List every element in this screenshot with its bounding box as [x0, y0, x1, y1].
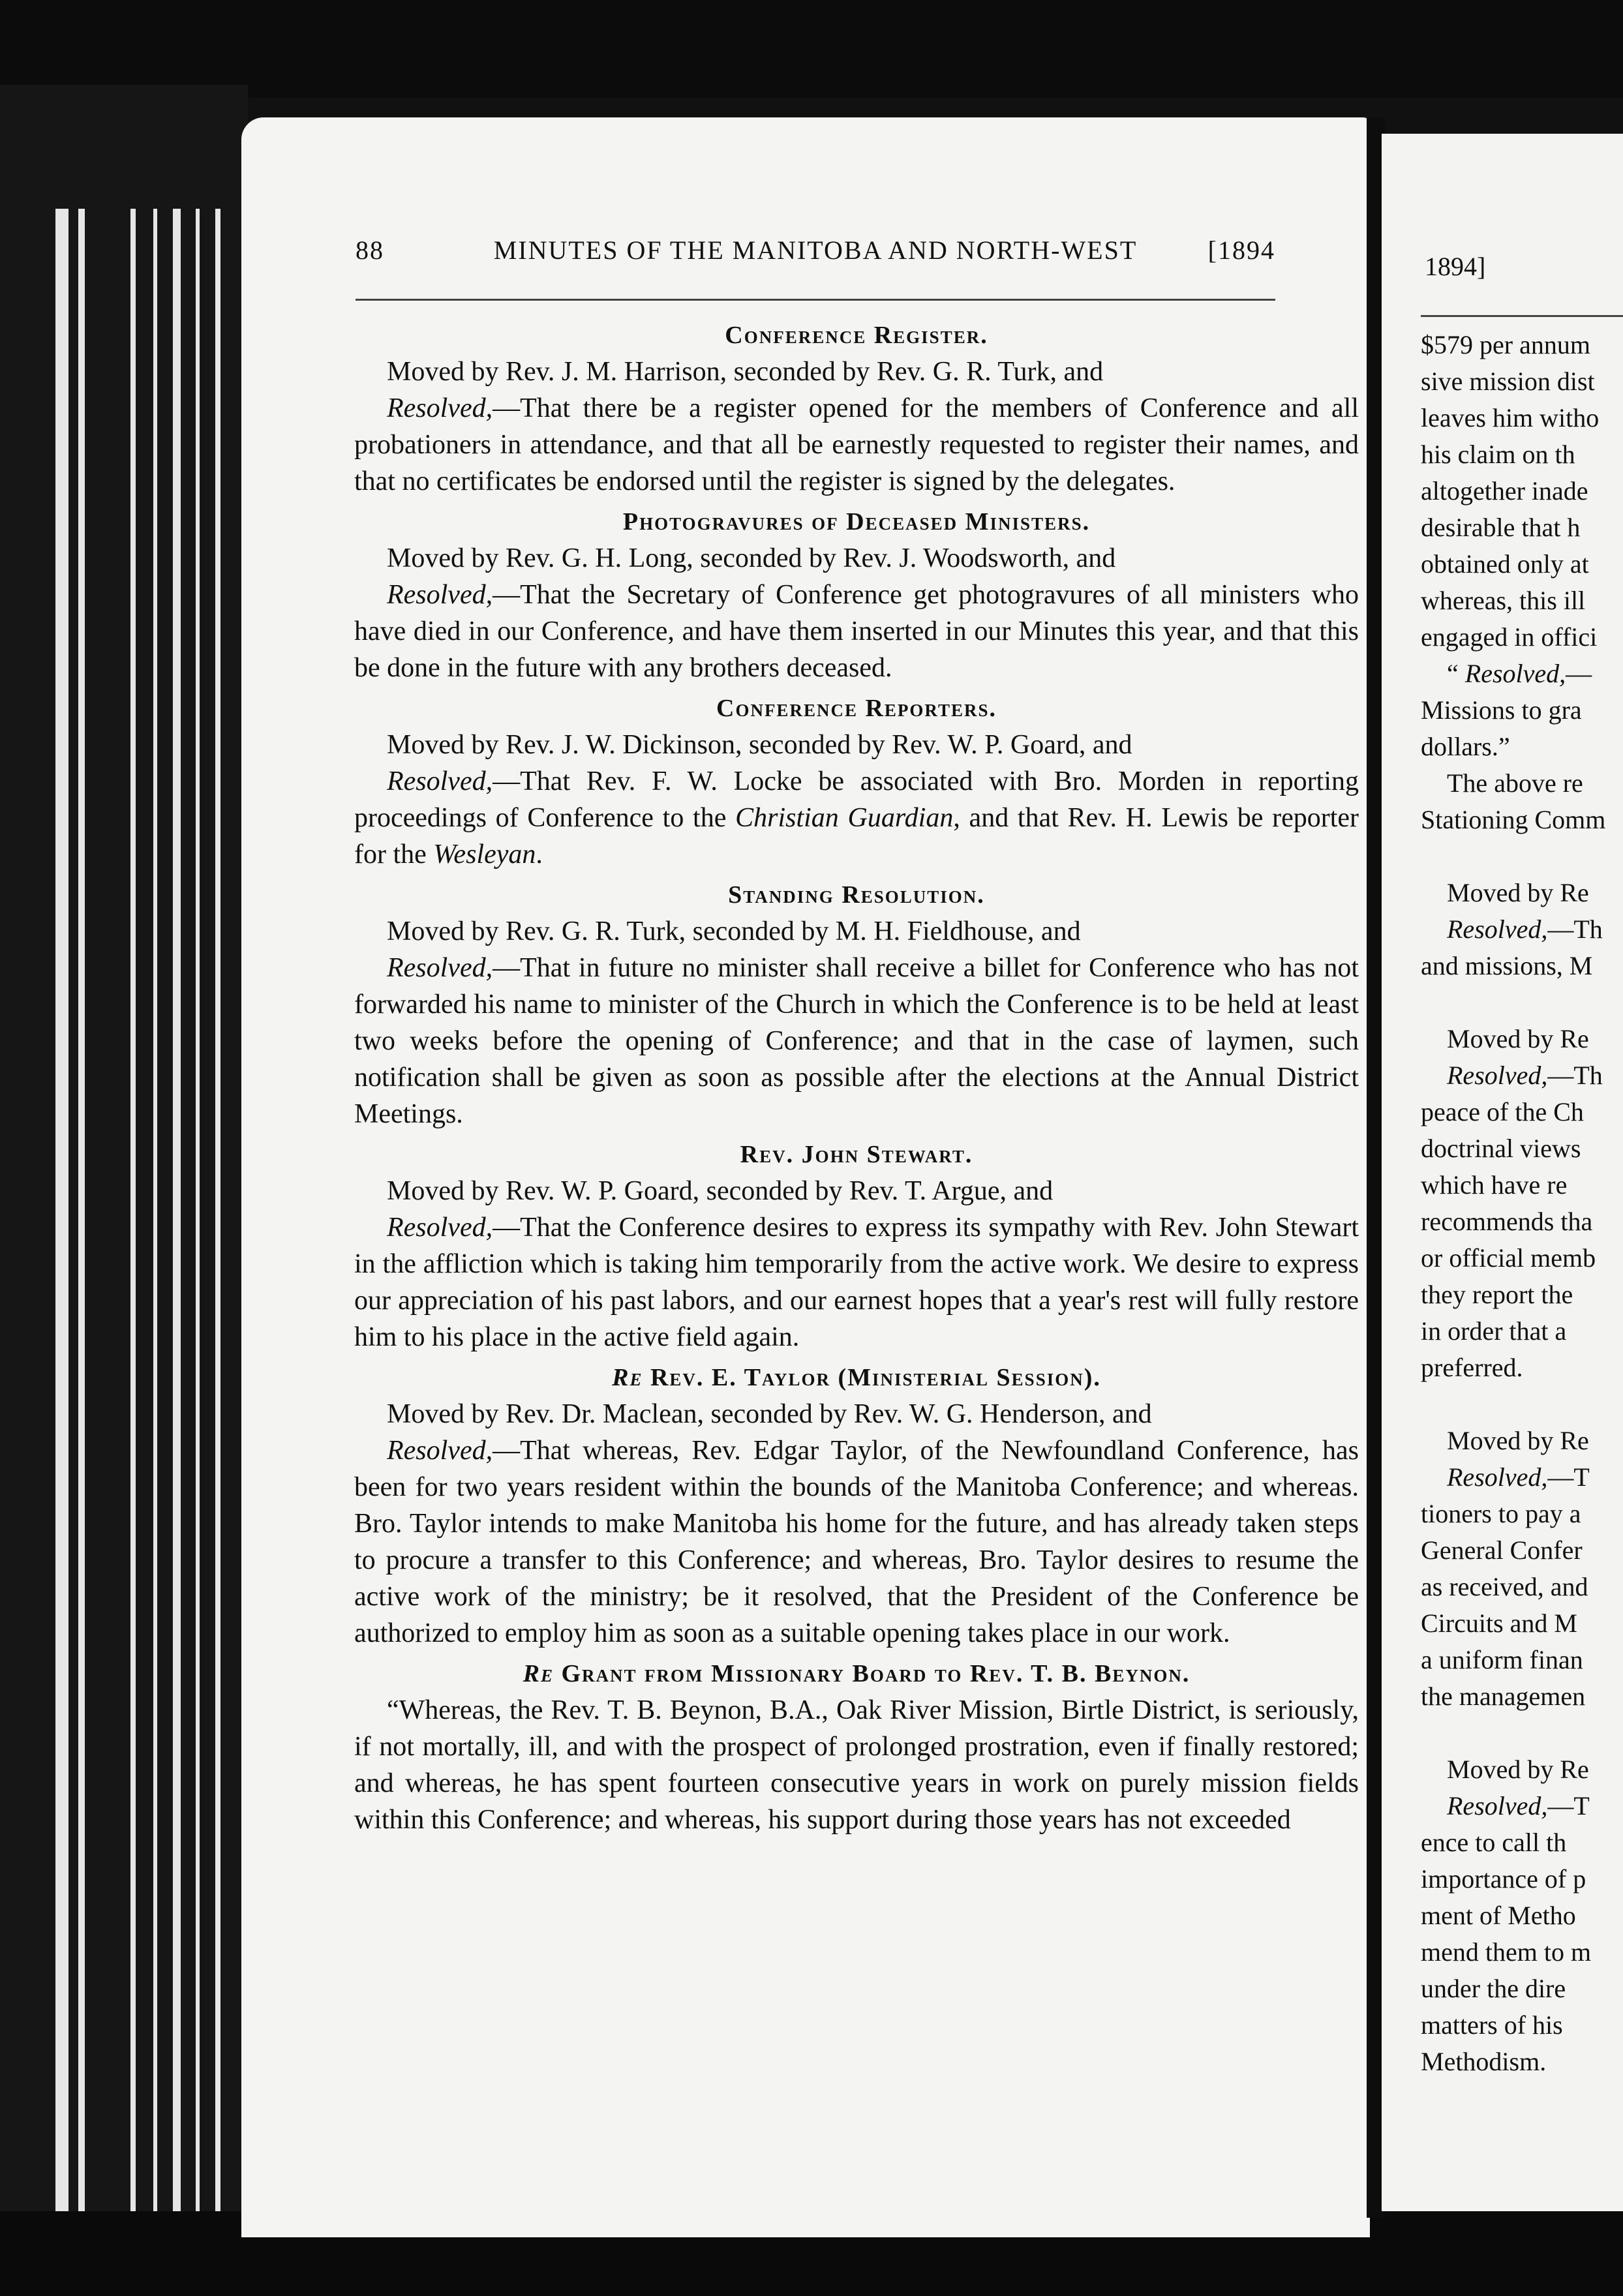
page-edge-stripe [153, 209, 157, 2276]
text-line: Moved by Re [1447, 1755, 1589, 1784]
section-heading: Conference Register. [725, 322, 988, 349]
text-line: leaves him witho [1421, 403, 1600, 432]
resolved-word: Resolved, [387, 393, 493, 423]
text-line: engaged in offici [1421, 622, 1598, 652]
section-photogravures [354, 504, 1359, 686]
text-line: dollars.” [1421, 732, 1510, 761]
section-heading: Rev. John Stewart. [740, 1141, 973, 1168]
text-line: doctrinal views [1421, 1134, 1581, 1163]
text-line: peace of the Ch [1421, 1097, 1584, 1126]
motion-line: Moved by Rev. J. W. Dickinson, seconded by Rev. W. P. Goard, and [387, 730, 1132, 760]
motion-line: Moved by Rev. G. R. Turk, seconded by M. H. Fieldhouse, and [387, 916, 1081, 946]
motion-line: Moved by Rev. Dr. Maclean, seconded by Rev. W. G. Henderson, and [387, 1399, 1152, 1429]
page-edge-stripe [55, 209, 68, 2276]
text-line: ment of Metho [1421, 1901, 1576, 1930]
paragraph-gap [1421, 984, 1623, 1021]
text-line: Methodism. [1421, 2047, 1547, 2076]
heading-text: Rev. E. Taylor (Ministerial Session). [650, 1364, 1101, 1391]
heading-prefix: Re [523, 1660, 554, 1687]
text-line: desirable that h [1421, 513, 1581, 542]
page-body [354, 313, 1359, 1838]
page-edge-stripe [215, 209, 220, 2276]
text-line: “ Resolved,— [1447, 659, 1592, 688]
motion-line: Moved by Rev. W. P. Goard, seconded by Rev. T. Argue, and [387, 1176, 1054, 1206]
resolution-text: —That the Conference desires to express its sympathy with Rev. John Stewart in the affliction which is taking him temporarily from the active work. We desire to express our appreciation of his past labors, and our earnest hopes that a year's rest will fully restore him to his place in the active field again. [354, 1213, 1359, 1352]
text-line: Resolved,—Th [1447, 1061, 1603, 1090]
text-line: or official memb [1421, 1243, 1596, 1273]
section-rev-e-taylor [354, 1359, 1359, 1652]
text-line: recommends tha [1421, 1207, 1593, 1236]
resolution-paragraph [354, 1209, 1359, 1355]
resolution-text: —That whereas, Rev. Edgar Taylor, of the Newfoundland Conference, has been for two years resident within the bounds of the Manitoba Conference; and whereas. Bro. Taylor intends to make Manitoba his home for the future, and has already taken steps to procure a transfer to this Conference; and whereas, Bro. Taylor desires to resume the active work of the ministry; be it resolved, that the President of the Conference be authorized to employ him as soon as a suitable opening takes place in our work. [354, 1436, 1359, 1648]
text-line: Moved by Re [1447, 1024, 1589, 1053]
resolution-paragraph [354, 950, 1359, 1132]
motion-line: Moved by Rev. G. H. Long, seconded by Rev. J. Woodsworth, and [387, 543, 1116, 573]
text-line: Moved by Re [1447, 1426, 1589, 1455]
page-edge-stripe [173, 209, 181, 2276]
text-line: altogether inade [1421, 476, 1588, 506]
text-line: Moved by Re [1447, 878, 1589, 907]
text-line: whereas, this ill [1421, 586, 1586, 615]
text-line: the managemen [1421, 1682, 1586, 1711]
text-line: Stationing Comm [1421, 805, 1606, 834]
text-line: obtained only at [1421, 549, 1589, 579]
scan-top-border [0, 0, 1623, 98]
paragraph-gap [1421, 1386, 1623, 1423]
text-line: Missions to gra [1421, 695, 1582, 725]
text-line: in order that a [1421, 1316, 1567, 1346]
section-beynon-grant [354, 1655, 1359, 1838]
text-line: preferred. [1421, 1353, 1523, 1382]
section-heading: Photogravures of Deceased Ministers. [622, 508, 1091, 536]
page-edge-stripe [196, 209, 200, 2276]
resolved-word: Resolved, [387, 953, 493, 983]
book-page-edges [0, 85, 248, 2250]
heading-text: Grant from Missionary Board to Rev. T. B. Beynon. [561, 1660, 1191, 1687]
page-number: 88 [356, 235, 384, 265]
section-standing-resolution [354, 877, 1359, 1132]
resolved-word: Resolved, [387, 580, 493, 610]
text-line: under the dire [1421, 1974, 1566, 2003]
text-line: ence to call th [1421, 1828, 1567, 1857]
resolution-paragraph [354, 390, 1359, 500]
text-line: tioners to pay a [1421, 1499, 1581, 1528]
resolution-text: , and that Rev. H. Lewis be reporter for the [354, 803, 1359, 869]
right-page-body [1421, 327, 1623, 2080]
heading-prefix: Re [612, 1364, 643, 1391]
page-edge-stripe [78, 209, 85, 2276]
text-line: matters of his [1421, 2010, 1563, 2040]
right-page [1382, 134, 1623, 2211]
section-heading: Conference Reporters. [716, 695, 997, 722]
newspaper-title: Christian Guardian [735, 803, 954, 833]
right-page-year: 1894] [1425, 252, 1486, 281]
text-line: as received, and [1421, 1572, 1588, 1601]
header-rule [356, 299, 1275, 301]
resolution-text: —That there be a register opened for the members of Conference and all probationers in attendance, and that all be earnestly requested to register their names, and that no certificates be endorsed until the register is signed by the delegates. [354, 393, 1359, 496]
text-line: $579 per annum [1421, 330, 1590, 359]
running-head: MINUTES OF THE MANITOBA AND NORTH-WEST [493, 235, 1138, 265]
section-conference-reporters [354, 690, 1359, 873]
text-line: sive mission dist [1421, 367, 1595, 396]
text-line: Resolved,—T [1447, 1791, 1590, 1820]
section-heading [354, 1359, 1359, 1396]
text-line: which have re [1421, 1170, 1568, 1200]
resolved-word: Resolved, [387, 1436, 493, 1466]
resolution-paragraph [354, 763, 1359, 873]
header-rule [1421, 315, 1623, 317]
paragraph-gap [1421, 1715, 1623, 1751]
section-heading: Standing Resolution. [728, 881, 985, 909]
text-line: General Confer [1421, 1535, 1583, 1565]
text-line: they report the [1421, 1280, 1573, 1309]
page-header [356, 235, 1275, 274]
resolution-paragraph [354, 577, 1359, 686]
text-line: Resolved,—T [1447, 1462, 1590, 1492]
page-edge-stripe [130, 209, 136, 2276]
newspaper-title: Wesleyan [433, 839, 536, 869]
text-line: Circuits and M [1421, 1609, 1577, 1638]
text-line: mend them to m [1421, 1937, 1592, 1967]
resolution-text: —That the Secretary of Conference get photogravures of all ministers who have died in our Conference, and have them inserted in our Minutes this year, and that this be done in the future with any brothers deceased. [354, 580, 1359, 683]
left-page [241, 117, 1370, 2237]
section-conference-register [354, 317, 1359, 500]
header-year: [1894 [1207, 235, 1275, 265]
text-line: importance of p [1421, 1864, 1586, 1894]
text-line: The above re [1447, 768, 1583, 798]
section-rev-john-stewart [354, 1136, 1359, 1355]
resolution-text: —That in future no minister shall receive a billet for Conference who has not forwarded his name to minister of the Church in which the Conference is to be held at least two weeks before the opening of Conference; and that in the case of laymen, such notification shall be given as soon as possible after the elections at the Annual District Meetings. [354, 953, 1359, 1129]
text-line: and missions, M [1421, 951, 1593, 980]
section-heading [354, 1655, 1359, 1692]
resolved-word: Resolved, [387, 766, 493, 796]
resolution-text: —That Rev. F. W. Locke be associated with Bro. Morden in reporting proceedings of Conference to the [354, 766, 1359, 833]
resolution-text: . [536, 839, 543, 869]
text-line: his claim on th [1421, 440, 1575, 469]
motion-line: Moved by Rev. J. M. Harrison, seconded by Rev. G. R. Turk, and [387, 357, 1104, 387]
resolution-paragraph [354, 1432, 1359, 1652]
text-line: a uniform finan [1421, 1645, 1583, 1674]
text-line: Resolved,—Th [1447, 914, 1603, 944]
paragraph-gap [1421, 838, 1623, 875]
quoted-resolution: “Whereas, the Rev. T. B. Beynon, B.A., Oak River Mission, Birtle District, is seriously, if not mortally, ill, and with the prospect of prolonged prostration, even if finally restored; and whereas, he has spent fourteen consecutive years in work on purely mission fields within this Conference; and whereas, his support during those years has not exceeded [354, 1695, 1359, 1835]
resolved-word: Resolved, [387, 1213, 493, 1243]
